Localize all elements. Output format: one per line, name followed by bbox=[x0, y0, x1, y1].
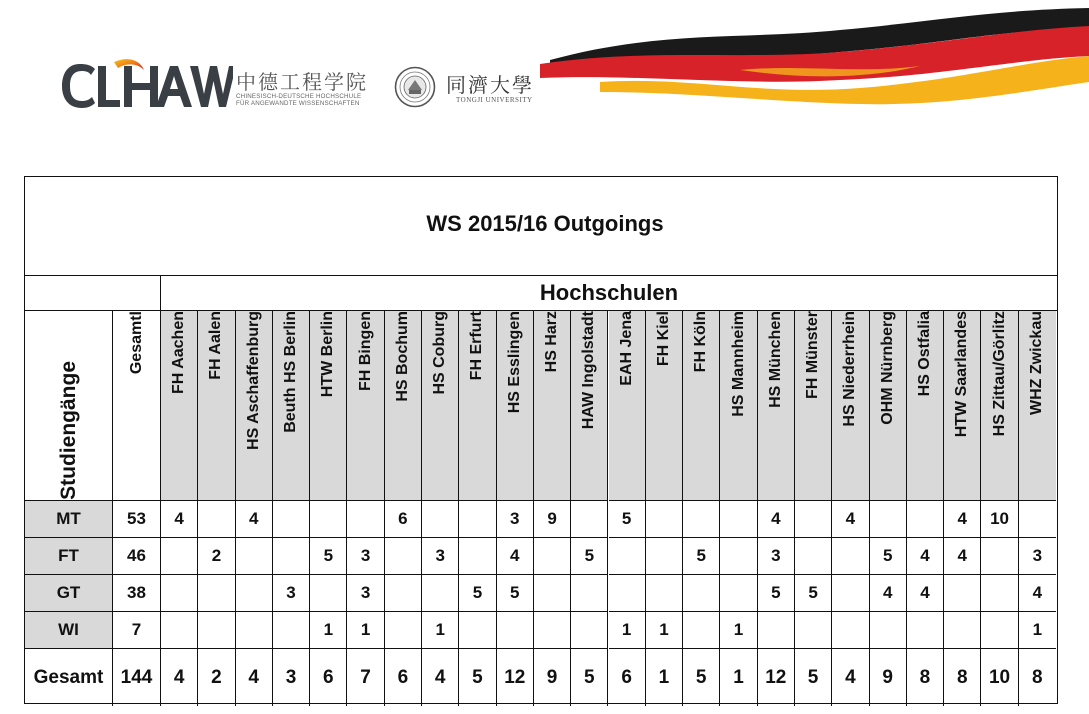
cell-value: 4 bbox=[920, 546, 930, 565]
row-label-wi bbox=[25, 612, 113, 649]
table-cell bbox=[385, 501, 422, 538]
table-cell bbox=[534, 538, 571, 575]
university-column-header bbox=[907, 311, 944, 501]
column-header-label: Beuth HS Berlin bbox=[282, 311, 300, 433]
table-cell bbox=[609, 501, 646, 538]
university-column-header bbox=[459, 311, 496, 501]
cell-value: 4 bbox=[957, 509, 967, 528]
column-header-label: WHZ Zwickau bbox=[1028, 311, 1046, 416]
table-cell bbox=[236, 501, 273, 538]
table-cell bbox=[907, 575, 944, 612]
total-cell bbox=[497, 649, 534, 706]
column-header-label: FH Kiel bbox=[654, 311, 672, 367]
table-cell bbox=[422, 612, 459, 649]
university-column-header bbox=[273, 311, 310, 501]
column-header-label: OHM Nürnberg bbox=[878, 311, 896, 425]
total-label: Gesamt bbox=[33, 666, 104, 688]
table-cell bbox=[273, 501, 310, 538]
table-cell bbox=[161, 612, 198, 649]
total-cell-value: 2 bbox=[211, 666, 222, 688]
total-cell bbox=[198, 649, 235, 706]
total-cell-value: 12 bbox=[765, 666, 787, 688]
total-cell-value: 5 bbox=[695, 666, 707, 688]
total-cell bbox=[720, 649, 757, 706]
table-cell bbox=[683, 575, 720, 612]
table-cell bbox=[497, 501, 534, 538]
total-cell-value: 6 bbox=[323, 666, 334, 688]
university-column-header bbox=[609, 311, 646, 501]
table-cell bbox=[534, 612, 571, 649]
table-cell bbox=[310, 612, 347, 649]
university-column-header bbox=[422, 311, 459, 501]
total-cell-value: 8 bbox=[1032, 666, 1043, 688]
total-cell bbox=[609, 649, 646, 706]
clhaw-sub-line1: CHINESISCH-DEUTSCHE HOCHSCHULE bbox=[236, 93, 362, 100]
column-header-label: FH Aalen bbox=[207, 311, 225, 380]
table-cell bbox=[161, 501, 198, 538]
column-header-label: HS Niederrhein bbox=[841, 311, 859, 427]
table-cell bbox=[161, 575, 198, 612]
table-cell bbox=[571, 538, 608, 575]
total-cell-value: 8 bbox=[919, 666, 931, 688]
total-cell bbox=[385, 649, 422, 706]
table-cell bbox=[571, 501, 608, 538]
total-cell bbox=[832, 649, 869, 706]
cell-value: 5 bbox=[584, 546, 595, 565]
total-cell-value: 6 bbox=[621, 666, 632, 688]
total-cell bbox=[907, 649, 944, 706]
table-cell bbox=[907, 501, 944, 538]
total-cell-value: 9 bbox=[882, 666, 893, 688]
cell-value: 5 bbox=[621, 509, 632, 528]
table-cell bbox=[273, 575, 310, 612]
header-blank-cell bbox=[25, 275, 161, 310]
row-total-value: 53 bbox=[127, 509, 146, 528]
row-total-value: 38 bbox=[127, 583, 146, 602]
column-header-label: HS Zittau/Görlitz bbox=[990, 311, 1008, 437]
total-cell-value: 6 bbox=[397, 666, 409, 688]
cell-value: 5 bbox=[696, 546, 706, 565]
table-cell bbox=[422, 501, 459, 538]
column-header-label: HS Bochum bbox=[393, 311, 411, 402]
cell-value: 5 bbox=[771, 583, 781, 602]
table-cell bbox=[347, 575, 384, 612]
table-cell bbox=[795, 612, 832, 649]
row-total bbox=[113, 538, 161, 575]
table-cell bbox=[683, 612, 720, 649]
table-cell bbox=[310, 501, 347, 538]
university-column-header bbox=[571, 311, 608, 501]
cell-value: 3 bbox=[286, 583, 296, 602]
german-flag-swoosh-icon bbox=[540, 0, 1089, 110]
table-cell bbox=[161, 538, 198, 575]
column-header-label: FH Erfurt bbox=[468, 311, 486, 381]
table-cell bbox=[422, 575, 459, 612]
cell-value: 5 bbox=[510, 583, 520, 602]
university-column-header bbox=[1019, 311, 1056, 501]
total-cell bbox=[347, 649, 384, 706]
table-title-row bbox=[25, 177, 1057, 276]
total-cell-value: 5 bbox=[472, 666, 483, 688]
table-cell bbox=[1019, 575, 1056, 612]
total-cell bbox=[795, 649, 832, 706]
university-column-header bbox=[236, 311, 273, 501]
cell-value: 1 bbox=[1032, 620, 1043, 639]
total-cell-value: 5 bbox=[807, 666, 819, 688]
cell-value: 1 bbox=[323, 620, 334, 639]
table-cell bbox=[646, 538, 683, 575]
column-header-label: HTW Saarlandes bbox=[953, 311, 971, 438]
row-total bbox=[113, 612, 161, 649]
row-label-gt bbox=[25, 575, 113, 612]
table-cell bbox=[870, 501, 907, 538]
total-cell bbox=[534, 649, 571, 706]
cell-value: 3 bbox=[771, 546, 781, 565]
table-cell bbox=[571, 612, 608, 649]
table-cell bbox=[310, 538, 347, 575]
table-cell bbox=[832, 538, 869, 575]
table-cell bbox=[459, 538, 496, 575]
table-cell bbox=[385, 575, 422, 612]
total-cell-value: 4 bbox=[845, 666, 856, 688]
table-cell bbox=[198, 538, 235, 575]
grand-total-value: 144 bbox=[120, 666, 153, 688]
row-total bbox=[113, 575, 161, 612]
table-cell bbox=[459, 501, 496, 538]
grand-total bbox=[113, 649, 161, 706]
university-column-header bbox=[981, 311, 1018, 501]
cell-value: 3 bbox=[435, 546, 445, 565]
table-cell bbox=[347, 612, 384, 649]
total-cell bbox=[459, 649, 496, 706]
table-cell bbox=[534, 575, 571, 612]
table-cell bbox=[198, 612, 235, 649]
table-cell bbox=[832, 501, 869, 538]
total-cell-value: 10 bbox=[988, 666, 1011, 688]
tongji-chinese-name: 同濟大學 bbox=[446, 73, 534, 97]
cell-value: 4 bbox=[174, 509, 184, 528]
table-cell bbox=[646, 501, 683, 538]
table-cell bbox=[832, 612, 869, 649]
row-label-mt bbox=[25, 501, 113, 538]
table-cell bbox=[944, 501, 981, 538]
university-column-header bbox=[347, 311, 384, 501]
university-column-header bbox=[795, 311, 832, 501]
table-cell bbox=[683, 538, 720, 575]
total-cell-value: 9 bbox=[546, 666, 558, 688]
table-cell bbox=[720, 612, 757, 649]
total-cell bbox=[571, 649, 608, 706]
table-cell bbox=[720, 575, 757, 612]
cell-value: 2 bbox=[211, 546, 222, 565]
university-column-header bbox=[720, 311, 757, 501]
total-cell-value: 8 bbox=[956, 666, 968, 688]
table-title: WS 2015/16 Outgoings bbox=[426, 211, 664, 236]
table-cell bbox=[720, 501, 757, 538]
clhaw-logo bbox=[58, 50, 233, 120]
column-header-label: HS München bbox=[766, 311, 784, 408]
table-cell bbox=[758, 612, 795, 649]
cell-value: 5 bbox=[808, 583, 818, 602]
cell-value: 4 bbox=[248, 509, 259, 528]
total-cell-value: 3 bbox=[285, 666, 297, 688]
table-cell bbox=[497, 575, 534, 612]
table-cell bbox=[310, 575, 347, 612]
cell-value: 4 bbox=[510, 546, 520, 565]
cell-value: 4 bbox=[1032, 583, 1043, 602]
table-cell bbox=[981, 501, 1018, 538]
total-cell-value: 1 bbox=[658, 666, 670, 688]
column-header-label: FH Köln bbox=[692, 311, 710, 373]
column-header-label: FH Bingen bbox=[356, 311, 374, 391]
cell-value: 3 bbox=[1032, 546, 1043, 565]
row-total-value: 46 bbox=[127, 546, 146, 565]
table-cell bbox=[981, 612, 1018, 649]
table-cell bbox=[758, 575, 795, 612]
column-header-label: HS Mannheim bbox=[729, 311, 747, 417]
table-cell bbox=[646, 612, 683, 649]
column-header-label: EAH Jena bbox=[617, 311, 635, 386]
cell-value: 1 bbox=[733, 620, 744, 639]
column-header-label: HS Harz bbox=[543, 311, 561, 373]
cell-value: 5 bbox=[882, 546, 893, 565]
table-cell bbox=[832, 575, 869, 612]
university-column-header bbox=[198, 311, 235, 501]
table-cell bbox=[1019, 612, 1056, 649]
table-cell bbox=[198, 501, 235, 538]
table-cell bbox=[758, 538, 795, 575]
university-column-header bbox=[161, 311, 198, 501]
university-column-header bbox=[646, 311, 683, 501]
page-header bbox=[0, 0, 1089, 130]
column-header-label: HS Coburg bbox=[431, 311, 449, 395]
university-column-header bbox=[870, 311, 907, 501]
column-header-label: HAW Ingolstadt bbox=[580, 311, 598, 430]
table-cell bbox=[944, 575, 981, 612]
cell-value: 5 bbox=[472, 583, 483, 602]
cell-value: 6 bbox=[398, 509, 408, 528]
university-column-header bbox=[385, 311, 422, 501]
clhaw-subtitle bbox=[236, 71, 386, 107]
table-cell bbox=[571, 575, 608, 612]
total-cell bbox=[646, 649, 683, 706]
program-label: MT bbox=[56, 509, 81, 528]
outgoings-table bbox=[24, 176, 1058, 704]
table-cell bbox=[534, 501, 571, 538]
table-cell bbox=[1019, 538, 1056, 575]
total-cell bbox=[1019, 649, 1056, 706]
table-cell bbox=[944, 538, 981, 575]
total-cell bbox=[236, 649, 273, 706]
program-label: FT bbox=[58, 546, 79, 565]
total-cell bbox=[758, 649, 795, 706]
table-cell bbox=[609, 538, 646, 575]
university-column-header bbox=[497, 311, 534, 501]
total-cell bbox=[944, 649, 981, 706]
program-label: WI bbox=[58, 620, 79, 639]
table-cell bbox=[683, 501, 720, 538]
table-cell bbox=[198, 575, 235, 612]
total-cell-value: 7 bbox=[360, 666, 371, 688]
table-cell bbox=[795, 501, 832, 538]
cell-value: 5 bbox=[323, 546, 334, 565]
total-cell-value: 4 bbox=[248, 666, 259, 688]
table-cell bbox=[273, 612, 310, 649]
university-column-header bbox=[832, 311, 869, 501]
total-cell bbox=[273, 649, 310, 706]
cell-value: 1 bbox=[435, 620, 445, 639]
table-cell bbox=[870, 612, 907, 649]
university-column-header bbox=[534, 311, 571, 501]
table-cell bbox=[236, 612, 273, 649]
total-cell-value: 1 bbox=[733, 666, 744, 688]
table-cell bbox=[347, 538, 384, 575]
hochschulen-label: Hochschulen bbox=[539, 279, 679, 305]
table-cell bbox=[459, 612, 496, 649]
column-header-label: HS Ostfalia bbox=[915, 311, 933, 397]
clhaw-logo-mark bbox=[58, 54, 233, 116]
table-cell bbox=[385, 612, 422, 649]
cell-value: 4 bbox=[845, 509, 856, 528]
table-cell bbox=[1019, 501, 1056, 538]
column-header-label: Studiengänge bbox=[56, 361, 80, 500]
cell-value: 4 bbox=[920, 583, 930, 602]
cell-value: 1 bbox=[659, 620, 669, 639]
table-cell bbox=[646, 575, 683, 612]
cell-value: 4 bbox=[957, 546, 967, 565]
clhaw-logo-icon bbox=[58, 54, 233, 116]
total-row-label bbox=[25, 649, 113, 706]
table-cell bbox=[907, 538, 944, 575]
row-total bbox=[113, 501, 161, 538]
total-cell bbox=[422, 649, 459, 706]
cell-value: 3 bbox=[360, 583, 371, 602]
total-cell-value: 12 bbox=[504, 666, 526, 688]
column-header-label: FH Münster bbox=[804, 311, 822, 399]
total-cell-value: 5 bbox=[584, 666, 595, 688]
clhaw-sub-line2: FÜR ANGEWANDTE WISSENSCHAFTEN bbox=[236, 100, 360, 107]
hochschulen-header-row bbox=[25, 275, 1057, 311]
university-column-header bbox=[310, 311, 347, 501]
cell-value: 1 bbox=[621, 620, 632, 639]
table-cell bbox=[720, 538, 757, 575]
total-cell bbox=[161, 649, 198, 706]
cell-value: 3 bbox=[360, 546, 371, 565]
total-cell-value: 4 bbox=[434, 666, 446, 688]
cell-value: 3 bbox=[510, 509, 520, 528]
clhaw-chinese-name: 中德工程学院 bbox=[236, 70, 368, 94]
table-cell bbox=[795, 575, 832, 612]
table-cell bbox=[347, 501, 384, 538]
table-cell bbox=[907, 612, 944, 649]
table-cell bbox=[609, 575, 646, 612]
table-cell bbox=[385, 538, 422, 575]
cell-value: 1 bbox=[360, 620, 371, 639]
column-header-label: HS Esslingen bbox=[505, 311, 523, 414]
table-cell bbox=[870, 538, 907, 575]
table-cell bbox=[273, 538, 310, 575]
table-cell bbox=[870, 575, 907, 612]
total-cell bbox=[870, 649, 907, 706]
cell-value: 9 bbox=[547, 509, 557, 528]
table-cell bbox=[497, 538, 534, 575]
row-label-ft bbox=[25, 538, 113, 575]
table-cell bbox=[497, 612, 534, 649]
table-cell bbox=[422, 538, 459, 575]
column-header-label: HS Aschaffenburg bbox=[244, 311, 262, 450]
column-header-label: HTW Berlin bbox=[319, 311, 337, 398]
studiengaenge-header bbox=[25, 311, 113, 501]
university-column-header bbox=[944, 311, 981, 501]
total-cell bbox=[981, 649, 1018, 706]
cell-value: 10 bbox=[990, 509, 1009, 528]
table-cell bbox=[609, 612, 646, 649]
table-cell bbox=[944, 612, 981, 649]
table-cell bbox=[236, 538, 273, 575]
column-header-label: Gesamtl bbox=[127, 311, 145, 375]
gesamt-column-header bbox=[113, 311, 161, 501]
university-column-header bbox=[683, 311, 720, 501]
total-cell-value: 4 bbox=[173, 666, 185, 688]
tongji-seal-icon bbox=[394, 66, 436, 108]
total-cell bbox=[683, 649, 720, 706]
total-cell bbox=[310, 649, 347, 706]
row-total-value: 7 bbox=[131, 620, 142, 639]
table-cell bbox=[981, 575, 1018, 612]
table-cell bbox=[795, 538, 832, 575]
table-cell bbox=[758, 501, 795, 538]
table-cell bbox=[981, 538, 1018, 575]
column-header-label: FH Aachen bbox=[170, 311, 188, 394]
tongji-english-name: TONGJI UNIVERSITY bbox=[456, 96, 533, 104]
program-label: GT bbox=[56, 583, 81, 602]
cell-value: 4 bbox=[882, 583, 893, 602]
cell-value: 4 bbox=[771, 509, 781, 528]
table-cell bbox=[459, 575, 496, 612]
university-column-header bbox=[758, 311, 795, 501]
table-cell bbox=[236, 575, 273, 612]
